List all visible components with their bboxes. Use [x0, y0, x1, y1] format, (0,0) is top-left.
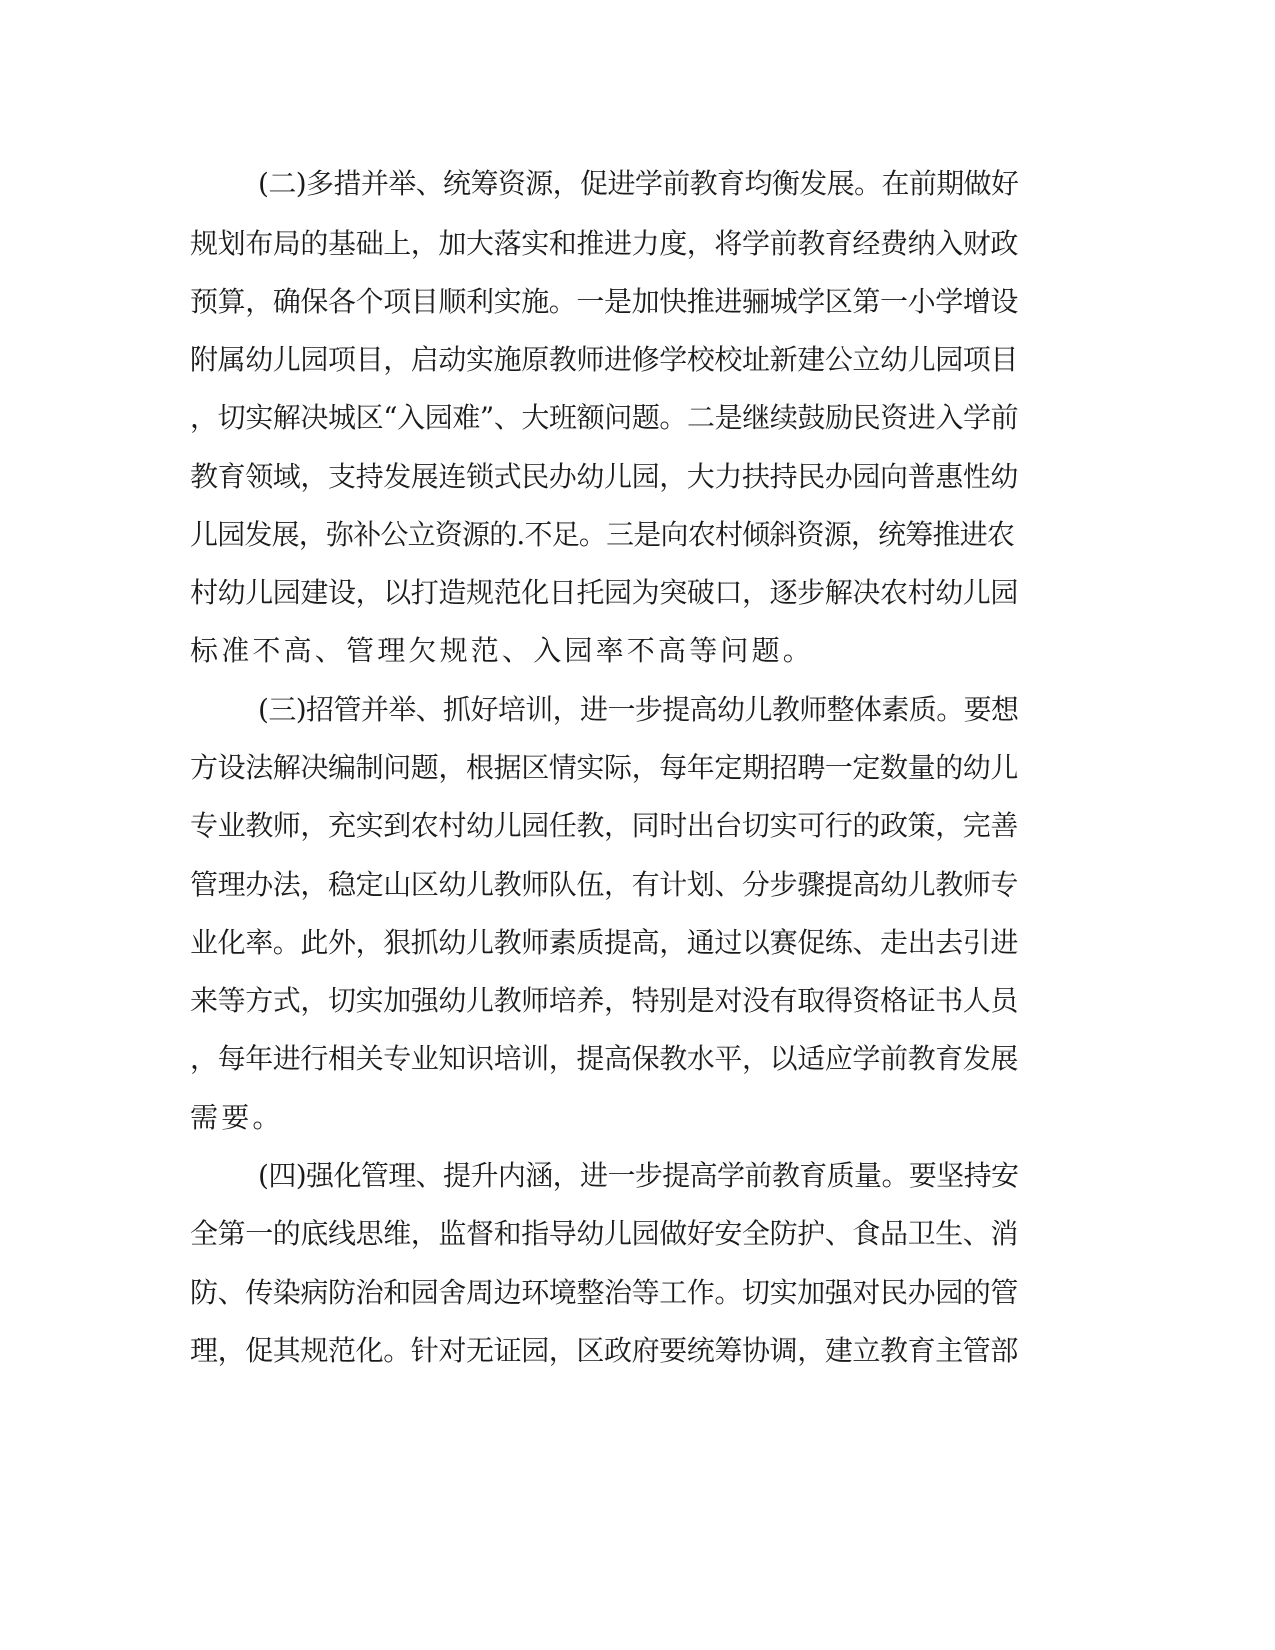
paragraph-2-line-6: 教育领域，支持发展连锁式民办幼儿园，大力扶持民办园向普惠性幼: [190, 460, 1019, 493]
paragraph-3-line-3: 专业教师，充实到农村幼儿园任教，同时出台切实可行的政策，完善: [190, 809, 1019, 842]
paragraph-3-line-1: (三)招管并举、抓好培训，进一步提高幼儿教师整体素质。要想: [258, 693, 1019, 726]
paragraph-4-line-3: 防、传染病防治和园舍周边环境整治等工作。切实加强对民办园的管: [190, 1276, 1019, 1309]
paragraph-2-line-5: ，切实解决城区“入园难”、大班额问题。二是继续鼓励民资进入学前: [190, 401, 1019, 434]
paragraph-3-line-2: 方设法解决编制问题，根据区情实际，每年定期招聘一定数量的幼儿: [190, 751, 1019, 784]
paragraph-4-line-2: 全第一的底线思维，监督和指导幼儿园做好安全防护、食品卫生、消: [190, 1217, 1019, 1250]
paragraph-2-line-3: 预算，确保各个项目顺利实施。一是加快推进骊城学区第一小学增设: [190, 285, 1019, 318]
paragraph-3-line-4: 管理办法，稳定山区幼儿教师队伍，有计划、分步骤提高幼儿教师专: [190, 868, 1019, 901]
paragraph-3-line-8: 需要。: [190, 1101, 284, 1134]
paragraph-2-line-2: 规划布局的基础上，加大落实和推进力度，将学前教育经费纳入财政: [190, 227, 1019, 260]
paragraph-2-line-9: 标准不高、管理欠规范、入园率不高等问题。: [190, 634, 815, 667]
paragraph-3-line-7: ，每年进行相关专业知识培训，提高保教水平，以适应学前教育发展: [190, 1042, 1019, 1075]
paragraph-4-line-4: 理，促其规范化。针对无证园，区政府要统筹协调，建立教育主管部: [190, 1334, 1019, 1367]
paragraph-3-line-6: 来等方式，切实加强幼儿教师培养，特别是对没有取得资格证书人员: [190, 984, 1019, 1017]
paragraph-2-line-1: (二)多措并举、统筹资源，促进学前教育均衡发展。在前期做好: [258, 167, 1019, 200]
paragraph-2-line-4: 附属幼儿园项目，启动实施原教师进修学校校址新建公立幼儿园项目: [190, 343, 1019, 376]
paragraph-2-line-7: 儿园发展，弥补公立资源的.不足。三是向农村倾斜资源，统筹推进农: [190, 518, 1015, 551]
paragraph-2-line-8: 村幼儿园建设，以打造规范化日托园为突破口，逐步解决农村幼儿园: [190, 576, 1019, 609]
paragraph-4-line-1: (四)强化管理、提升内涵，进一步提高学前教育质量。要坚持安: [258, 1159, 1019, 1192]
paragraph-3-line-5: 业化率。此外，狠抓幼儿教师素质提高，通过以赛促练、走出去引进: [190, 926, 1019, 959]
